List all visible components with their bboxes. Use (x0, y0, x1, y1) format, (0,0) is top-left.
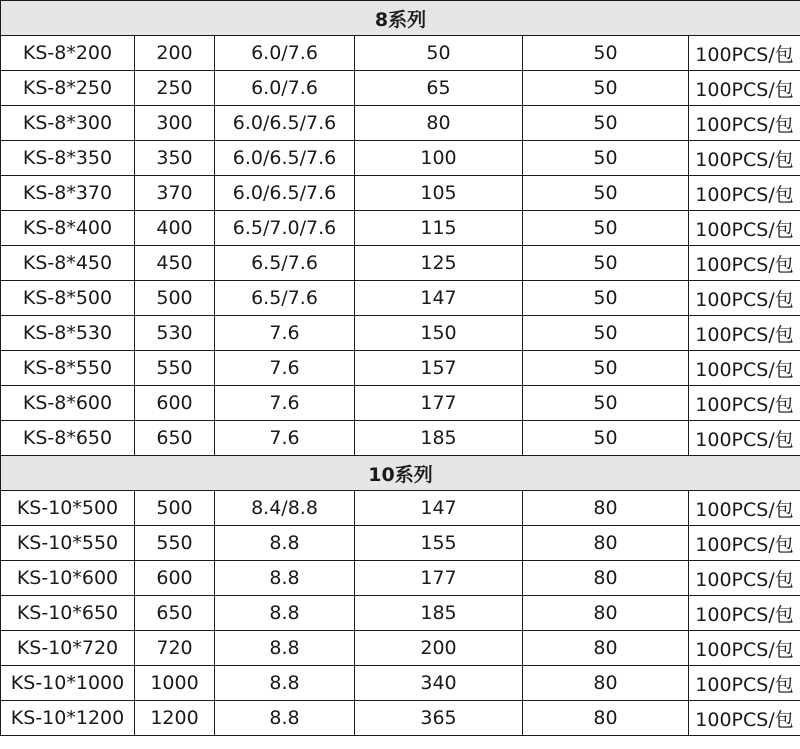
table-cell: 7.6 (215, 351, 355, 386)
table-cell: KS-8*600 (1, 386, 135, 421)
table-cell: KS-8*300 (1, 106, 135, 141)
table-row (1, 421, 800, 456)
table-cell: 1200 (135, 701, 215, 736)
table-cell: 125 (355, 246, 523, 281)
table-cell: 50 (523, 36, 689, 71)
table-cell: 50 (523, 106, 689, 141)
table-cell: 100PCS/包 (689, 596, 800, 631)
table-row (1, 211, 800, 246)
table-cell: 100PCS/包 (689, 561, 800, 596)
table-cell: 8.4/8.8 (215, 491, 355, 526)
table-cell: 100PCS/包 (689, 106, 800, 141)
table-cell: 177 (355, 561, 523, 596)
table-row (1, 631, 800, 666)
table-cell: 6.0/6.5/7.6 (215, 176, 355, 211)
table-cell: 720 (135, 631, 215, 666)
table-cell: 157 (355, 351, 523, 386)
table-cell: 400 (135, 211, 215, 246)
table-cell: 155 (355, 526, 523, 561)
table-cell: 6.0/6.5/7.6 (215, 141, 355, 176)
table-cell: 147 (355, 491, 523, 526)
table-cell: 150 (355, 316, 523, 351)
table-cell: 100PCS/包 (689, 316, 800, 351)
table-cell: 8.8 (215, 631, 355, 666)
table-cell: 100PCS/包 (689, 421, 800, 456)
table-cell: 100PCS/包 (689, 631, 800, 666)
table-cell: 365 (355, 701, 523, 736)
table-cell: 100PCS/包 (689, 141, 800, 176)
section-header-row (1, 456, 800, 491)
table-cell: KS-8*400 (1, 211, 135, 246)
table-cell: 370 (135, 176, 215, 211)
table-cell: 7.6 (215, 386, 355, 421)
table-cell: KS-8*350 (1, 141, 135, 176)
table-cell: 250 (135, 71, 215, 106)
table-cell: KS-8*250 (1, 71, 135, 106)
table-cell: 50 (523, 421, 689, 456)
table-cell: KS-10*1000 (1, 666, 135, 701)
table-cell: KS-10*650 (1, 596, 135, 631)
table-cell: 115 (355, 211, 523, 246)
spec-table-body (1, 1, 800, 736)
table-cell: 100PCS/包 (689, 491, 800, 526)
table-cell: 80 (523, 491, 689, 526)
table-cell: 50 (523, 211, 689, 246)
table-cell: 6.0/7.6 (215, 71, 355, 106)
table-cell: 100PCS/包 (689, 71, 800, 106)
table-cell: 50 (523, 141, 689, 176)
table-row (1, 106, 800, 141)
table-row (1, 281, 800, 316)
table-row (1, 36, 800, 71)
table-row (1, 701, 800, 736)
table-cell: 185 (355, 421, 523, 456)
table-cell: 105 (355, 176, 523, 211)
table-cell: 50 (523, 351, 689, 386)
table-cell: 650 (135, 596, 215, 631)
table-cell: 6.0/7.6 (215, 36, 355, 71)
table-cell: 100PCS/包 (689, 281, 800, 316)
table-cell: KS-8*200 (1, 36, 135, 71)
table-cell: 50 (523, 386, 689, 421)
table-cell: 185 (355, 596, 523, 631)
table-cell: 50 (523, 316, 689, 351)
table-cell: KS-8*500 (1, 281, 135, 316)
table-cell: 7.6 (215, 316, 355, 351)
table-cell: KS-8*530 (1, 316, 135, 351)
table-cell: KS-10*720 (1, 631, 135, 666)
table-cell: 8.8 (215, 561, 355, 596)
table-cell: KS-10*600 (1, 561, 135, 596)
table-cell: 550 (135, 351, 215, 386)
table-cell: 500 (135, 491, 215, 526)
table-row (1, 561, 800, 596)
table-cell: 80 (523, 526, 689, 561)
table-cell: 8.8 (215, 526, 355, 561)
table-cell: 200 (355, 631, 523, 666)
table-cell: 8.8 (215, 666, 355, 701)
table-cell: 100PCS/包 (689, 701, 800, 736)
table-row (1, 246, 800, 281)
table-cell: 450 (135, 246, 215, 281)
table-cell: 600 (135, 386, 215, 421)
table-cell: 100PCS/包 (689, 176, 800, 211)
table-cell: 50 (355, 36, 523, 71)
table-cell: 100 (355, 141, 523, 176)
table-cell: 200 (135, 36, 215, 71)
table-cell: 50 (523, 176, 689, 211)
table-cell: 6.5/7.0/7.6 (215, 211, 355, 246)
table-cell: 80 (523, 631, 689, 666)
table-cell: 300 (135, 106, 215, 141)
table-cell: 100PCS/包 (689, 351, 800, 386)
table-cell: KS-10*500 (1, 491, 135, 526)
table-cell: 600 (135, 561, 215, 596)
table-cell: KS-8*650 (1, 421, 135, 456)
table-cell: 50 (523, 71, 689, 106)
table-cell: 100PCS/包 (689, 211, 800, 246)
table-cell: 80 (523, 701, 689, 736)
table-row (1, 666, 800, 701)
table-row (1, 526, 800, 561)
table-cell: 50 (523, 246, 689, 281)
table-row (1, 176, 800, 211)
table-row (1, 596, 800, 631)
table-cell: 100PCS/包 (689, 526, 800, 561)
table-row (1, 141, 800, 176)
table-cell: 8.8 (215, 596, 355, 631)
table-cell: 80 (355, 106, 523, 141)
table-cell: KS-8*450 (1, 246, 135, 281)
section-title: 10系列 (1, 456, 800, 491)
table-cell: 340 (355, 666, 523, 701)
table-cell: 530 (135, 316, 215, 351)
table-cell: 80 (523, 596, 689, 631)
table-cell: 1000 (135, 666, 215, 701)
table-row (1, 316, 800, 351)
table-cell: 100PCS/包 (689, 36, 800, 71)
table-cell: 8.8 (215, 701, 355, 736)
table-cell: KS-8*550 (1, 351, 135, 386)
table-cell: 550 (135, 526, 215, 561)
table-cell: 500 (135, 281, 215, 316)
table-cell: 100PCS/包 (689, 246, 800, 281)
table-cell: KS-10*1200 (1, 701, 135, 736)
table-cell: 100PCS/包 (689, 386, 800, 421)
table-row (1, 71, 800, 106)
table-cell: 7.6 (215, 421, 355, 456)
table-row (1, 351, 800, 386)
section-title: 8系列 (1, 1, 800, 36)
section-header-row (1, 1, 800, 36)
table-cell: 100PCS/包 (689, 666, 800, 701)
table-row (1, 386, 800, 421)
table-cell: 65 (355, 71, 523, 106)
table-cell: KS-8*370 (1, 176, 135, 211)
table-cell: 80 (523, 561, 689, 596)
table-cell: 650 (135, 421, 215, 456)
table-cell: KS-10*550 (1, 526, 135, 561)
table-cell: 177 (355, 386, 523, 421)
table-cell: 6.5/7.6 (215, 246, 355, 281)
table-cell: 50 (523, 281, 689, 316)
table-cell: 6.5/7.6 (215, 281, 355, 316)
table-cell: 350 (135, 141, 215, 176)
table-cell: 147 (355, 281, 523, 316)
table-row (1, 491, 800, 526)
table-cell: 6.0/6.5/7.6 (215, 106, 355, 141)
table-cell: 80 (523, 666, 689, 701)
